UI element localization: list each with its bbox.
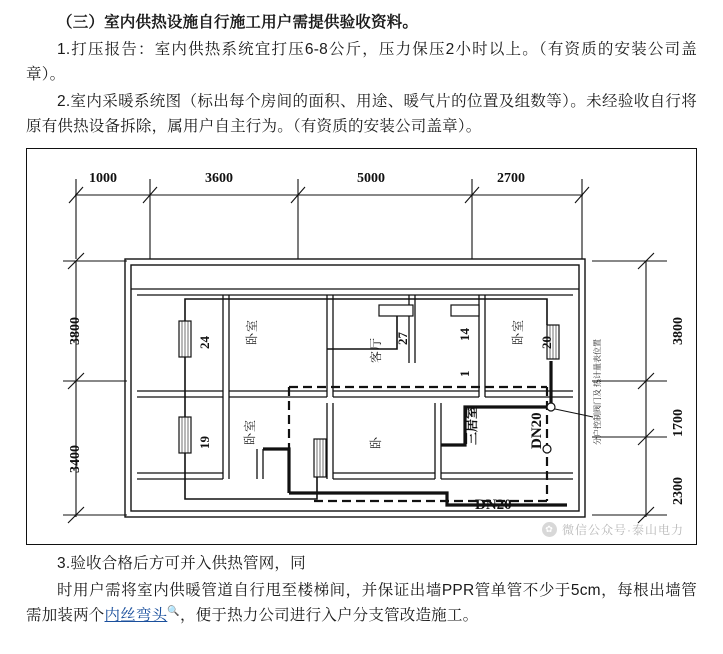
dim-top-1000: 1000 [89, 170, 117, 186]
paragraph-heading: （三）室内供热设施自行施工用户需提供验收资料。 [57, 14, 419, 31]
room-label-20: 20 [539, 335, 554, 349]
floor-plan-drawing [27, 149, 696, 544]
room-label-1: 1 [457, 370, 472, 377]
paragraph-item-2: 2.室内采暖系统图（标出每个房间的面积、用途、暖气片的位置及组数等）。未经验收自行将原有供热设备拆除，属用户自主行为。（有资质的安装公司盖章）。 [26, 93, 697, 136]
room-sub-20: 卧室 [511, 318, 525, 345]
room-sub-mid: 卧 [369, 435, 383, 449]
item3b-pre-text: 时用户需将室内供暖管道自行甩至楼梯间，并保证出墙PPR管单管不少于5cm，每根出墙管需加装两个 [26, 581, 697, 624]
watermark-text: 微信公众号·泰山电力 [562, 522, 684, 537]
room-label-14: 14 [457, 327, 472, 341]
room-sub-24: 卧室 [245, 318, 259, 345]
paragraph-item-3: 3.验收合格后方可并入供热管网，同 [57, 554, 306, 572]
inner-thread-elbow-link[interactable]: 内丝弯头 [104, 606, 168, 624]
dim-left-3400: 3400 [68, 444, 83, 473]
room-sub-27: 客厅 [369, 336, 383, 363]
dim-right-3800: 3800 [671, 316, 686, 345]
dim-right-1700: 1700 [671, 408, 686, 437]
search-icon[interactable]: 🔍 [167, 605, 180, 617]
valve-meter-annotation: 分户控制阀门及 热计量表位置 [593, 338, 602, 445]
room-label-24: 24 [197, 335, 212, 349]
dim-left-3800: 3800 [68, 316, 83, 345]
paragraph-item-1: 1.打压报告：室内供热系统宜打压6-8公斤，压力保压2小时以上。（有资质的安装公司盖章）。 [26, 41, 697, 84]
room-label-27: 27 [395, 331, 410, 345]
paragraph-item-3-continued [26, 578, 697, 628]
room-sub-19: 卧室 [243, 418, 257, 445]
dim-top-3600: 3600 [205, 170, 233, 186]
room-label-19: 19 [197, 435, 212, 449]
room-label-san: 三居室 [464, 405, 479, 445]
watermark-badge-icon: ✿ [542, 522, 557, 537]
item3b-post-text: ，便于热力公司进行入户分支管改造施工。 [179, 606, 479, 624]
dim-top-5000: 5000 [357, 170, 385, 186]
bottom-paragraphs [26, 551, 697, 628]
pipe-label-dn20-lower: DN20 [475, 496, 512, 513]
dim-top-2700: 2700 [497, 170, 525, 186]
dim-right-2300: 2300 [671, 476, 686, 505]
floor-plan-figure [26, 148, 697, 545]
watermark [542, 521, 684, 538]
pipe-label-dn20-upper: DN20 [529, 411, 545, 449]
